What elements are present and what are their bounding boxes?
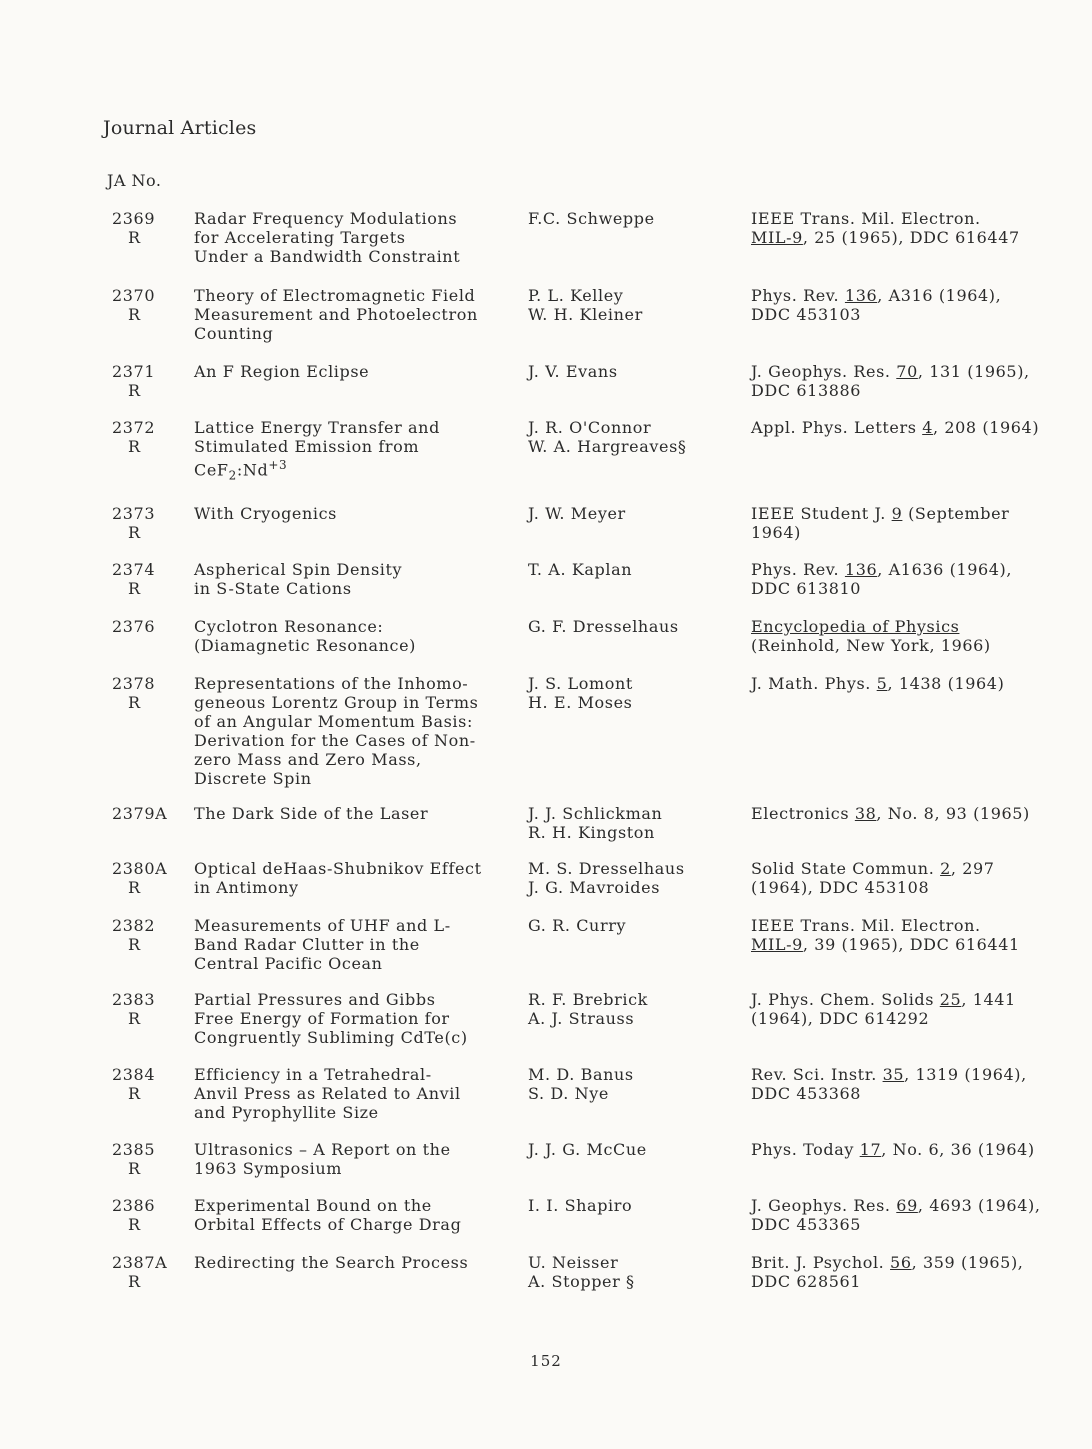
entry-title bbox=[194, 1196, 514, 1234]
reference-line: J. Geophys. Res. 70, 131 (1965), bbox=[751, 362, 1030, 381]
entry-number bbox=[112, 990, 182, 1028]
entry-title bbox=[194, 504, 514, 523]
entry-authors bbox=[528, 418, 738, 456]
ja-suffix: R bbox=[128, 523, 141, 542]
author-name: J. V. Evans bbox=[528, 362, 618, 381]
entry-authors bbox=[528, 859, 738, 897]
title-line: Aspherical Spin Density bbox=[194, 560, 403, 579]
ja-suffix: R bbox=[128, 935, 141, 954]
title-line: (Diamagnetic Resonance) bbox=[194, 636, 417, 655]
entry-reference bbox=[751, 362, 1081, 400]
reference-line: Electronics 38, No. 8, 93 (1965) bbox=[751, 804, 1030, 823]
reference-line: Solid State Commun. 2, 297 bbox=[751, 859, 995, 878]
title-line: Free Energy of Formation for bbox=[194, 1009, 450, 1028]
author-name: I. I. Shapiro bbox=[528, 1196, 633, 1215]
author-name: G. R. Curry bbox=[528, 916, 627, 935]
entry-authors bbox=[528, 560, 738, 579]
entry-reference bbox=[751, 990, 1081, 1028]
ja-number: 2370 bbox=[112, 286, 156, 305]
reference-line: Phys. Rev. 136, A316 (1964), bbox=[751, 286, 1002, 305]
ja-suffix: R bbox=[128, 693, 141, 712]
author-name: A. Stopper § bbox=[528, 1272, 635, 1291]
ja-suffix: R bbox=[128, 1159, 141, 1178]
reference-line: Brit. J. Psychol. 56, 359 (1965), bbox=[751, 1253, 1024, 1272]
entry-authors bbox=[528, 1065, 738, 1103]
reference-line: J. Math. Phys. 5, 1438 (1964) bbox=[751, 674, 1005, 693]
ja-number: 2372 bbox=[112, 418, 156, 437]
entry-title bbox=[194, 362, 514, 381]
title-line: Derivation for the Cases of Non- bbox=[194, 731, 476, 750]
author-name: A. J. Strauss bbox=[528, 1009, 635, 1028]
entry-number bbox=[112, 859, 182, 897]
entry-reference bbox=[751, 209, 1081, 247]
column-label-ja-no: JA No. bbox=[107, 171, 162, 190]
author-name: J. J. G. McCue bbox=[528, 1140, 647, 1159]
section-heading: Journal Articles bbox=[103, 117, 257, 139]
entry-number bbox=[112, 418, 182, 456]
ja-number: 2376 bbox=[112, 617, 156, 636]
title-line: Congruently Subliming CdTe(c) bbox=[194, 1028, 468, 1047]
page-number: 152 bbox=[530, 1352, 562, 1370]
ja-suffix: R bbox=[128, 1084, 141, 1103]
author-name: J. J. Schlickman bbox=[528, 804, 663, 823]
ja-number: 2387A bbox=[112, 1253, 168, 1272]
entry-number bbox=[112, 1196, 182, 1234]
entry-number bbox=[112, 674, 182, 712]
entry-number bbox=[112, 916, 182, 954]
title-line: geneous Lorentz Group in Terms bbox=[194, 693, 479, 712]
title-line: Measurement and Photoelectron bbox=[194, 305, 478, 324]
author-name: G. F. Dresselhaus bbox=[528, 617, 679, 636]
author-name: R. H. Kingston bbox=[528, 823, 655, 842]
ja-number: 2369 bbox=[112, 209, 156, 228]
reference-line: (Reinhold, New York, 1966) bbox=[751, 636, 991, 655]
ja-number: 2371 bbox=[112, 362, 156, 381]
ja-suffix: R bbox=[128, 437, 141, 456]
title-line: Counting bbox=[194, 324, 274, 343]
title-line: for Accelerating Targets bbox=[194, 228, 406, 247]
entry-title bbox=[194, 1253, 514, 1272]
author-name: H. E. Moses bbox=[528, 693, 633, 712]
title-line: in Antimony bbox=[194, 878, 299, 897]
reference-line: MIL-9, 39 (1965), DDC 616441 bbox=[751, 935, 1020, 954]
ja-number: 2382 bbox=[112, 916, 156, 935]
ja-suffix: R bbox=[128, 228, 141, 247]
title-line: Representations of the Inhomo- bbox=[194, 674, 469, 693]
reference-line: DDC 453103 bbox=[751, 305, 862, 324]
entry-number bbox=[112, 1065, 182, 1103]
title-line: An F Region Eclipse bbox=[194, 362, 370, 381]
ja-suffix: R bbox=[128, 1009, 141, 1028]
ja-number: 2384 bbox=[112, 1065, 156, 1084]
author-name: P. L. Kelley bbox=[528, 286, 624, 305]
title-line: Discrete Spin bbox=[194, 769, 312, 788]
title-line: The Dark Side of the Laser bbox=[194, 804, 429, 823]
entry-reference bbox=[751, 916, 1081, 954]
title-line: Measurements of UHF and L- bbox=[194, 916, 451, 935]
title-line: Cyclotron Resonance: bbox=[194, 617, 384, 636]
author-name: J. G. Mavroides bbox=[528, 878, 661, 897]
entry-authors bbox=[528, 916, 738, 935]
entry-authors bbox=[528, 990, 738, 1028]
reference-line: DDC 613886 bbox=[751, 381, 862, 400]
reference-line: DDC 628561 bbox=[751, 1272, 862, 1291]
entry-number bbox=[112, 286, 182, 324]
reference-line: (1964), DDC 453108 bbox=[751, 878, 930, 897]
entry-reference bbox=[751, 504, 1081, 542]
entry-title bbox=[194, 674, 514, 788]
title-line: Theory of Electromagnetic Field bbox=[194, 286, 476, 305]
entry-number bbox=[112, 804, 182, 823]
reference-line: IEEE Trans. Mil. Electron. bbox=[751, 209, 981, 228]
title-line: zero Mass and Zero Mass, bbox=[194, 750, 422, 769]
title-line: Efficiency in a Tetrahedral- bbox=[194, 1065, 432, 1084]
reference-line: Rev. Sci. Instr. 35, 1319 (1964), bbox=[751, 1065, 1027, 1084]
reference-line: Encyclopedia of Physics bbox=[751, 617, 960, 636]
reference-line: MIL-9, 25 (1965), DDC 616447 bbox=[751, 228, 1020, 247]
ja-number: 2383 bbox=[112, 990, 156, 1009]
entry-number bbox=[112, 1253, 182, 1291]
author-name: R. F. Brebrick bbox=[528, 990, 648, 1009]
title-line: Redirecting the Search Process bbox=[194, 1253, 469, 1272]
entry-title bbox=[194, 617, 514, 655]
ja-number: 2374 bbox=[112, 560, 156, 579]
title-line: Under a Bandwidth Constraint bbox=[194, 247, 461, 266]
entry-authors bbox=[528, 1196, 738, 1215]
entry-title bbox=[194, 209, 514, 266]
entry-authors bbox=[528, 286, 738, 324]
reference-line: Appl. Phys. Letters 4, 208 (1964) bbox=[751, 418, 1040, 437]
entry-authors bbox=[528, 362, 738, 381]
author-name: U. Neisser bbox=[528, 1253, 619, 1272]
author-name: T. A. Kaplan bbox=[528, 560, 633, 579]
entry-number bbox=[112, 362, 182, 400]
ja-suffix: R bbox=[128, 1215, 141, 1234]
entry-authors bbox=[528, 504, 738, 523]
reference-line: IEEE Trans. Mil. Electron. bbox=[751, 916, 981, 935]
entry-number bbox=[112, 209, 182, 247]
entry-reference bbox=[751, 560, 1081, 598]
reference-line: DDC 613810 bbox=[751, 579, 862, 598]
entry-reference bbox=[751, 1196, 1081, 1234]
reference-line: Phys. Today 17, No. 6, 36 (1964) bbox=[751, 1140, 1035, 1159]
entry-authors bbox=[528, 804, 738, 842]
entry-reference bbox=[751, 617, 1081, 655]
title-line: Partial Pressures and Gibbs bbox=[194, 990, 436, 1009]
ja-suffix: R bbox=[128, 305, 141, 324]
entry-reference bbox=[751, 859, 1081, 897]
title-line: Anvil Press as Related to Anvil bbox=[194, 1084, 461, 1103]
entry-authors bbox=[528, 209, 738, 228]
author-name: M. D. Banus bbox=[528, 1065, 634, 1084]
title-line: Lattice Energy Transfer and bbox=[194, 418, 440, 437]
ja-suffix: R bbox=[128, 381, 141, 400]
title-line: Optical deHaas-Shubnikov Effect bbox=[194, 859, 482, 878]
title-line: 1963 Symposium bbox=[194, 1159, 343, 1178]
ja-suffix: R bbox=[128, 878, 141, 897]
reference-line: DDC 453365 bbox=[751, 1215, 862, 1234]
title-line: and Pyrophyllite Size bbox=[194, 1103, 379, 1122]
entry-number bbox=[112, 617, 182, 636]
title-line: Experimental Bound on the bbox=[194, 1196, 432, 1215]
title-line: $CeF_2:Nd^{+3}$ bbox=[194, 458, 288, 483]
entry-number bbox=[112, 560, 182, 598]
entry-reference bbox=[751, 1065, 1081, 1103]
author-name: W. A. Hargreaves§ bbox=[528, 437, 687, 456]
title-line: Radar Frequency Modulations bbox=[194, 209, 458, 228]
entry-title bbox=[194, 1065, 514, 1122]
entry-authors bbox=[528, 1253, 738, 1291]
author-name: S. D. Nye bbox=[528, 1084, 609, 1103]
ja-number: 2379A bbox=[112, 804, 168, 823]
entry-title bbox=[194, 418, 514, 486]
entry-reference bbox=[751, 804, 1081, 823]
entry-reference bbox=[751, 286, 1081, 324]
title-line: Band Radar Clutter in the bbox=[194, 935, 420, 954]
reference-line: DDC 453368 bbox=[751, 1084, 862, 1103]
title-line: Orbital Effects of Charge Drag bbox=[194, 1215, 462, 1234]
reference-line: J. Geophys. Res. 69, 4693 (1964), bbox=[751, 1196, 1041, 1215]
author-name: W. H. Kleiner bbox=[528, 305, 643, 324]
ja-number: 2380A bbox=[112, 859, 168, 878]
entry-title bbox=[194, 859, 514, 897]
entry-title bbox=[194, 560, 514, 598]
entry-reference bbox=[751, 674, 1081, 693]
reference-line: (1964), DDC 614292 bbox=[751, 1009, 930, 1028]
author-name: J. R. O'Connor bbox=[528, 418, 652, 437]
ja-suffix: R bbox=[128, 579, 141, 598]
reference-line: Phys. Rev. 136, A1636 (1964), bbox=[751, 560, 1013, 579]
ja-number: 2378 bbox=[112, 674, 156, 693]
entry-authors bbox=[528, 674, 738, 712]
author-name: J. S. Lomont bbox=[528, 674, 633, 693]
entry-authors bbox=[528, 1140, 738, 1159]
entry-authors bbox=[528, 617, 738, 636]
entry-title bbox=[194, 804, 514, 823]
ja-number: 2386 bbox=[112, 1196, 156, 1215]
entry-reference bbox=[751, 418, 1081, 437]
title-line: With Cryogenics bbox=[194, 504, 337, 523]
ja-number: 2373 bbox=[112, 504, 156, 523]
title-line: in S-State Cations bbox=[194, 579, 352, 598]
entry-number bbox=[112, 504, 182, 542]
title-line: Stimulated Emission from bbox=[194, 437, 420, 456]
entry-title bbox=[194, 286, 514, 343]
ja-number: 2385 bbox=[112, 1140, 156, 1159]
ja-suffix: R bbox=[128, 1272, 141, 1291]
reference-line: J. Phys. Chem. Solids 25, 1441 bbox=[751, 990, 1016, 1009]
reference-line: IEEE Student J. 9 (September bbox=[751, 504, 1010, 523]
author-name: J. W. Meyer bbox=[528, 504, 626, 523]
title-line: Ultrasonics – A Report on the bbox=[194, 1140, 451, 1159]
entry-title bbox=[194, 916, 514, 973]
author-name: F.C. Schweppe bbox=[528, 209, 655, 228]
entry-title bbox=[194, 1140, 514, 1178]
entry-title bbox=[194, 990, 514, 1047]
entry-number bbox=[112, 1140, 182, 1178]
reference-line: 1964) bbox=[751, 523, 801, 542]
author-name: M. S. Dresselhaus bbox=[528, 859, 685, 878]
title-line: Central Pacific Ocean bbox=[194, 954, 383, 973]
entry-reference bbox=[751, 1253, 1081, 1291]
title-line: of an Angular Momentum Basis: bbox=[194, 712, 473, 731]
entry-reference bbox=[751, 1140, 1081, 1159]
